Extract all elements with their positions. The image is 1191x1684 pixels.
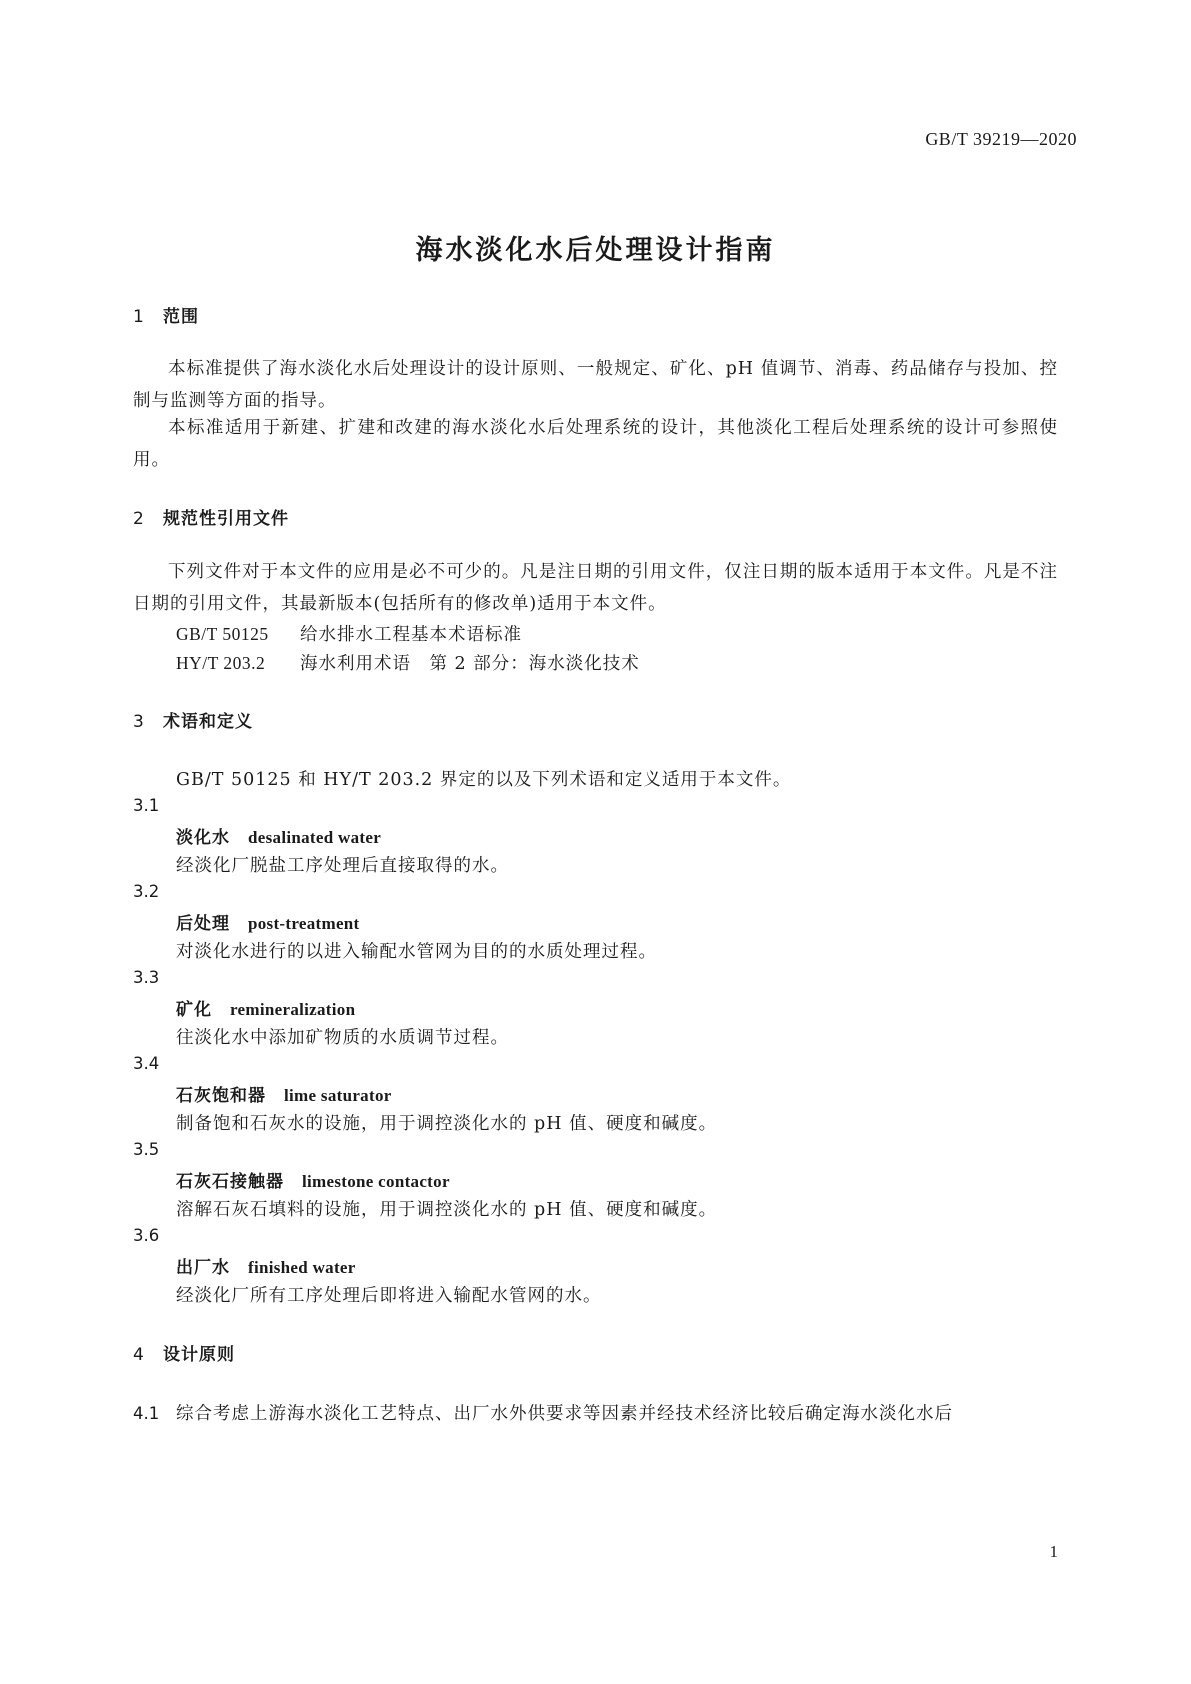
term-number: 3.3	[133, 968, 160, 987]
reference-title: 给水排水工程基本术语标准	[300, 625, 522, 645]
section-4-heading	[133, 1340, 235, 1365]
term-heading	[176, 1167, 450, 1192]
term-heading	[176, 1081, 392, 1106]
term-heading	[176, 909, 360, 934]
section-2-heading	[133, 504, 289, 529]
term-heading	[176, 1253, 356, 1278]
term-definition: 对淡化水进行的以进入输配水管网为目的的水质处理过程。	[176, 942, 657, 962]
section-title: 设计原则	[163, 1345, 235, 1365]
clause-4-1	[133, 1400, 953, 1425]
term-cn: 石灰石接触器	[176, 1172, 284, 1192]
section-title: 范围	[163, 307, 199, 327]
term-heading	[176, 995, 355, 1020]
term-number: 3.5	[133, 1140, 160, 1159]
term-heading	[176, 823, 381, 848]
term-en: post-treatment	[248, 914, 360, 933]
term-en: desalinated water	[248, 828, 382, 847]
term-definition: 溶解石灰石填料的设施，用于调控淡化水的 pH 值、硬度和碱度。	[176, 1200, 718, 1220]
term-definition: 经淡化厂所有工序处理后即将进入输配水管网的水。	[176, 1286, 602, 1306]
section-title: 规范性引用文件	[163, 509, 289, 529]
section-number: 2	[133, 509, 145, 529]
term-definition: 制备饱和石灰水的设施，用于调控淡化水的 pH 值、硬度和碱度。	[176, 1114, 718, 1134]
term-cn: 出厂水	[176, 1258, 230, 1278]
term-cn: 石灰饱和器	[176, 1086, 266, 1106]
term-cn: 淡化水	[176, 828, 230, 848]
section-3-heading	[133, 707, 253, 732]
section-2-intro: 下列文件对于本文件的应用是必不可少的。凡是注日期的引用文件，仅注日期的版本适用于本文件。凡是不注日期的引用文件，其最新版本(包括所有的修改单)适用于本文件。	[133, 562, 1058, 614]
term-number: 3.1	[133, 796, 160, 815]
term-cn: 矿化	[176, 1000, 212, 1020]
section-title: 术语和定义	[163, 712, 253, 732]
section-1-heading	[133, 302, 199, 327]
term-cn: 后处理	[176, 914, 230, 934]
document-title: 海水淡化水后处理设计指南	[415, 235, 776, 266]
section-3-intro: GB/T 50125 和 HY/T 203.2 界定的以及下列术语和定义适用于本文件。	[176, 770, 792, 790]
term-en: limestone contactor	[302, 1172, 450, 1191]
section-number: 3	[133, 712, 145, 732]
term-number: 3.2	[133, 882, 160, 901]
clause-number: 4.1	[133, 1404, 160, 1423]
term-en: finished water	[248, 1258, 356, 1277]
page-number: 1	[1049, 1542, 1058, 1561]
clause-text: 综合考虑上游海水淡化工艺特点、出厂水外供要求等因素并经技术经济比较后确定海水淡化水后	[176, 1404, 953, 1424]
section-1-paragraph-1: 本标准提供了海水淡化水后处理设计的设计原则、一般规定、矿化、pH 值调节、消毒、药品储存与投加、控制与监测等方面的指导。	[133, 359, 1058, 411]
section-number: 1	[133, 307, 145, 327]
term-number: 3.6	[133, 1226, 160, 1245]
term-definition: 经淡化厂脱盐工序处理后直接取得的水。	[176, 856, 509, 876]
term-number: 3.4	[133, 1054, 160, 1073]
reference-title: 海水利用术语 第 2 部分：海水淡化技术	[300, 654, 640, 674]
section-1-paragraph-2: 本标准适用于新建、扩建和改建的海水淡化水后处理系统的设计，其他淡化工程后处理系统的设计可参照使用。	[133, 418, 1058, 470]
term-definition: 往淡化水中添加矿物质的水质调节过程。	[176, 1028, 509, 1048]
reference-code: GB/T 50125	[176, 624, 269, 644]
term-en: remineralization	[230, 1000, 356, 1019]
section-number: 4	[133, 1345, 145, 1365]
term-en: lime saturator	[284, 1086, 392, 1105]
standard-number: GB/T 39219—2020	[925, 129, 1077, 149]
reference-item	[176, 621, 522, 646]
reference-code: HY/T 203.2	[176, 653, 266, 673]
reference-item	[176, 650, 640, 675]
